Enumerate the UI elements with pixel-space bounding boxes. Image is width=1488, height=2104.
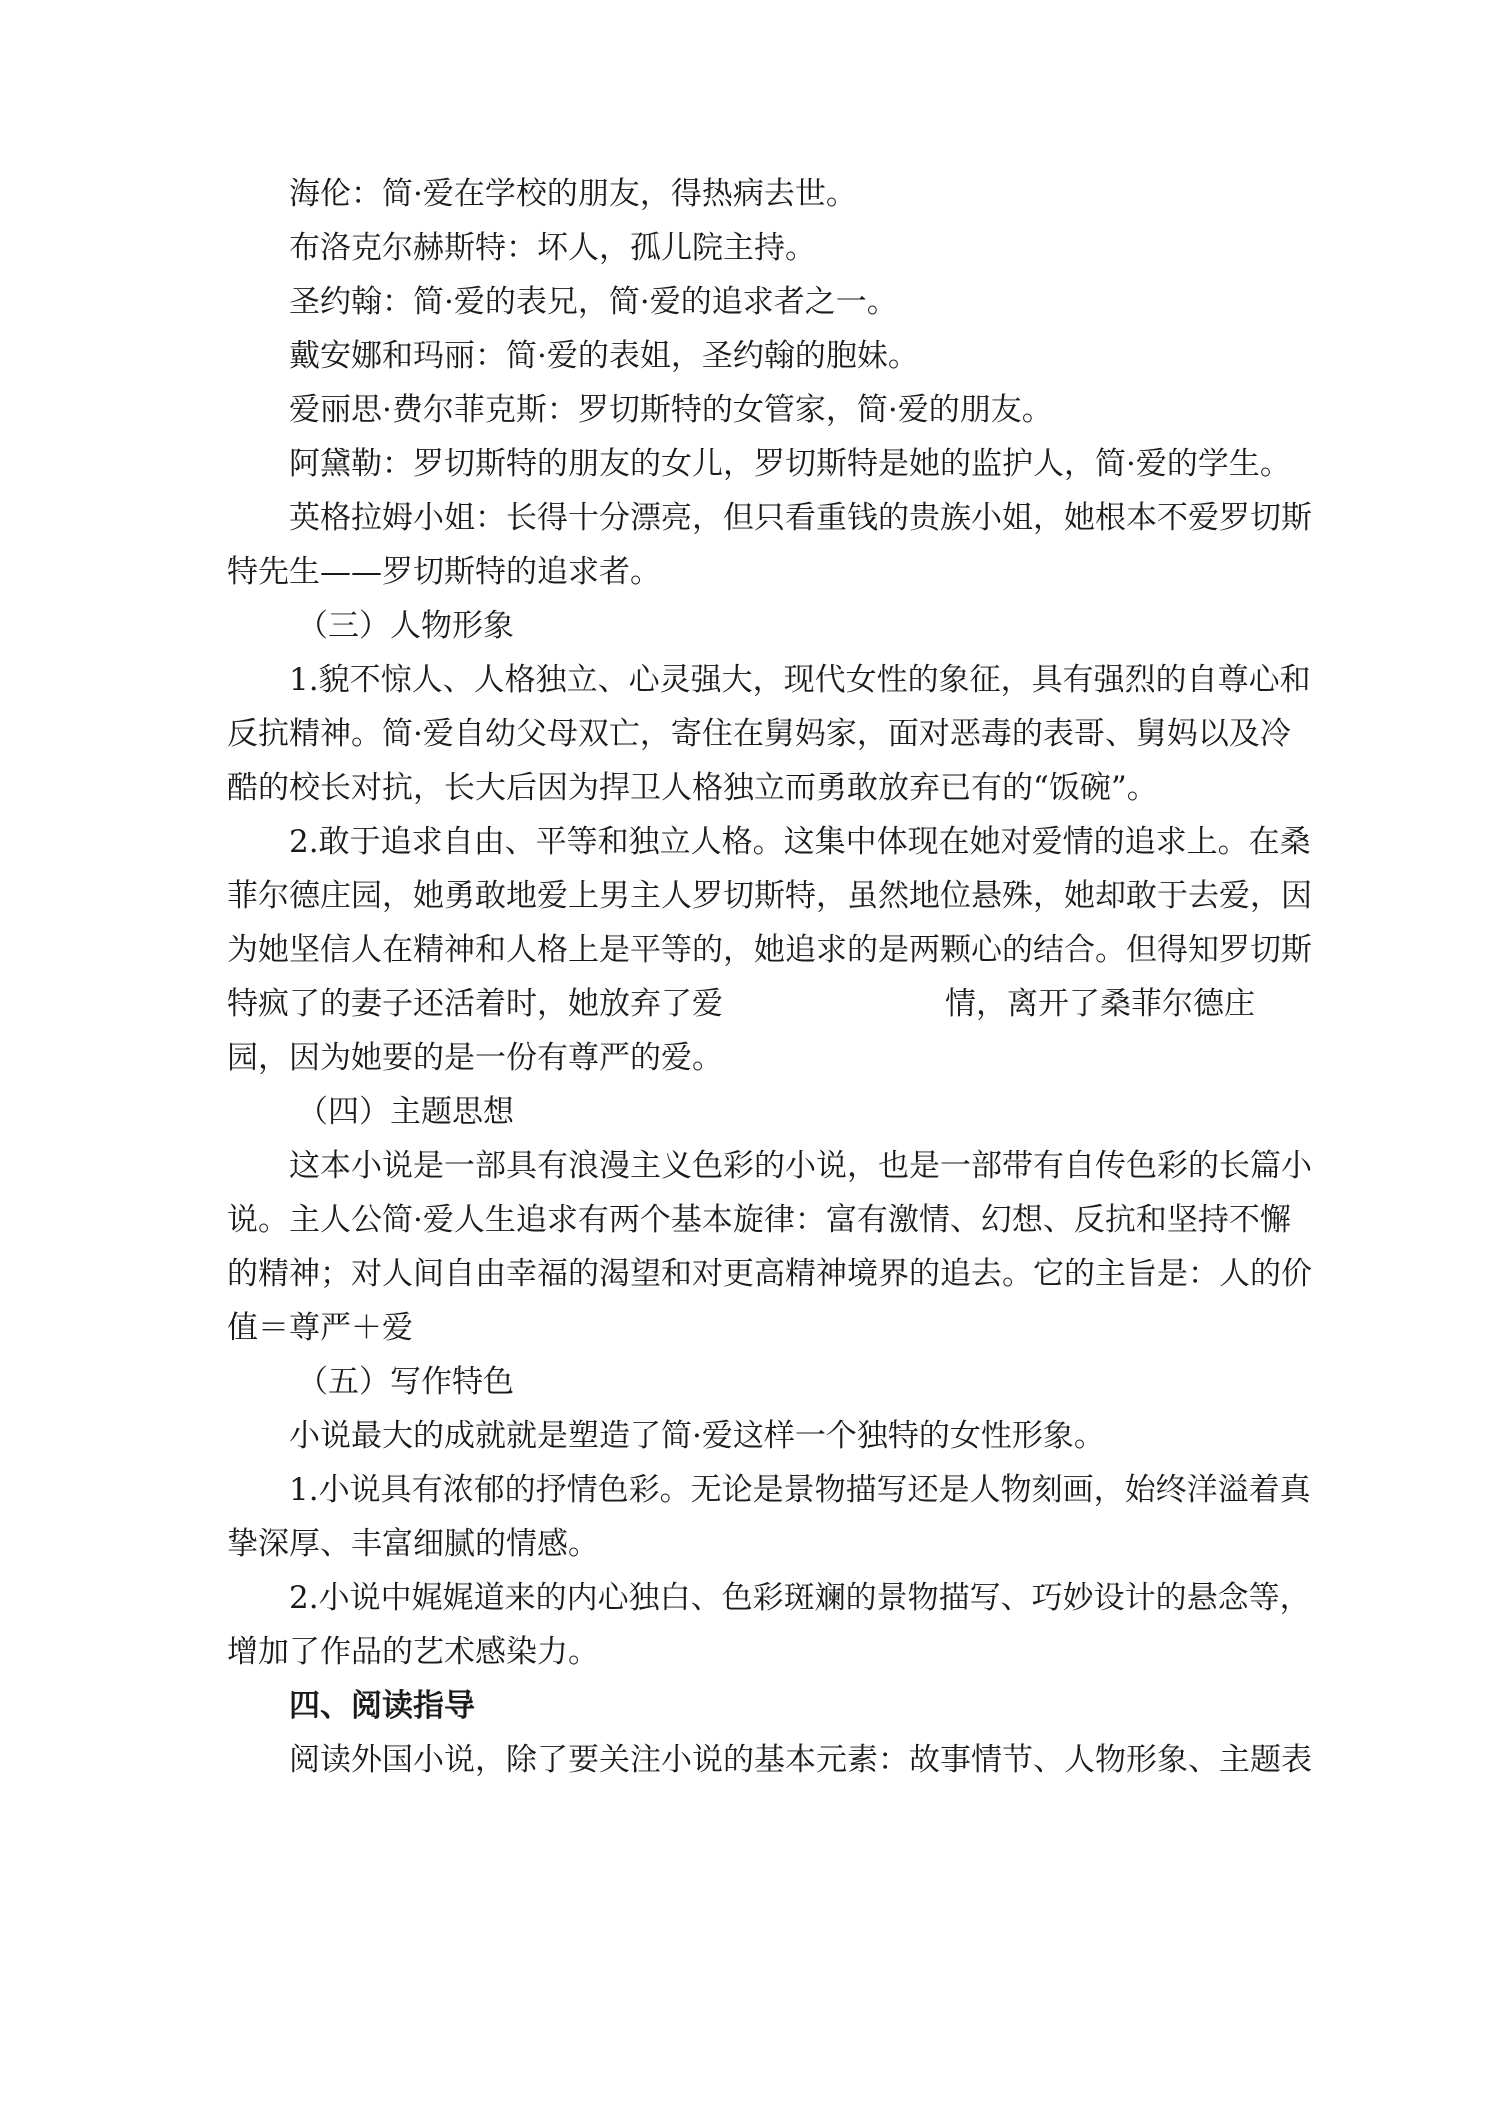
trait2-line5: 园，因为她要的是一份有尊严的爱。 <box>227 1040 723 1076</box>
theme-line3: 的精神；对人间自由幸福的渴望和对更高精神境界的追去。它的主旨是：人的价 <box>227 1256 1312 1292</box>
theme-line2: 说。主人公简·爱人生追求有两个基本旋律：富有激情、幻想、反抗和坚持不懈 <box>227 1202 1291 1238</box>
trait2-line1: 2.敢于追求自由、平等和独立人格。这集中体现在她对爱情的追求上。在桑 <box>289 824 1311 860</box>
character-ingram-line2: 特先生——罗切斯特的追求者。 <box>227 554 661 590</box>
feature2-line1: 2.小说中娓娓道来的内心独白、色彩斑斓的景物描写、巧妙设计的悬念等， <box>289 1580 1311 1616</box>
character-fairfax: 爱丽思·费尔菲克斯：罗切斯特的女管家，简·爱的朋友。 <box>289 392 1053 428</box>
writing-intro: 小说最大的成就就是塑造了简·爱这样一个独特的女性形象。 <box>289 1418 1105 1454</box>
trait2-line3: 为她坚信人在精神和人格上是平等的，她追求的是两颗心的结合。但得知罗切斯 <box>227 932 1312 968</box>
trait1-line1: 1.貌不惊人、人格独立、心灵强大，现代女性的象征，具有强烈的自尊心和 <box>289 662 1311 698</box>
section-heading-writing-features: （五）写作特色 <box>297 1364 514 1400</box>
reading-guide-line1: 阅读外国小说，除了要关注小说的基本元素：故事情节、人物形象、主题表 <box>289 1742 1312 1778</box>
character-diana-mary: 戴安娜和玛丽：简·爱的表姐，圣约翰的胞妹。 <box>289 338 919 374</box>
character-adele: 阿黛勒：罗切斯特的朋友的女儿，罗切斯特是她的监护人，简·爱的学生。 <box>289 446 1291 482</box>
part-heading-reading-guide: 四、阅读指导 <box>289 1688 475 1724</box>
theme-line4: 值＝尊严＋爱 <box>227 1310 413 1346</box>
trait2-line4-part2: 情，离开了桑菲尔德庄 <box>945 986 1255 1022</box>
character-brocklehurst: 布洛克尔赫斯特：坏人，孤儿院主持。 <box>289 230 816 266</box>
character-st-john: 圣约翰：简·爱的表兄，简·爱的追求者之一。 <box>289 284 898 320</box>
trait1-line2: 反抗精神。简·爱自幼父母双亡，寄住在舅妈家，面对恶毒的表哥、舅妈以及冷 <box>227 716 1291 752</box>
trait1-line3: 酷的校长对抗，长大后因为捍卫人格独立而勇敢放弃已有的“饭碗”。 <box>227 770 1158 806</box>
trait2-line2: 菲尔德庄园，她勇敢地爱上男主人罗切斯特，虽然地位悬殊，她却敢于去爱，因 <box>227 878 1312 914</box>
trait2-line4-part1: 特疯了的妻子还活着时，她放弃了爱 <box>227 986 723 1022</box>
feature1-line2: 挚深厚、丰富细腻的情感。 <box>227 1526 599 1562</box>
section-heading-character-image: （三）人物形象 <box>297 608 514 644</box>
feature2-line2: 增加了作品的艺术感染力。 <box>227 1634 599 1670</box>
section-heading-theme: （四）主题思想 <box>297 1094 514 1130</box>
character-ingram-line1: 英格拉姆小姐：长得十分漂亮，但只看重钱的贵族小姐，她根本不爱罗切斯 <box>289 500 1312 536</box>
character-helen: 海伦：简·爱在学校的朋友，得热病去世。 <box>289 176 857 212</box>
theme-line1: 这本小说是一部具有浪漫主义色彩的小说，也是一部带有自传色彩的长篇小 <box>289 1148 1312 1184</box>
trait2-line4 <box>227 980 1259 1029</box>
feature1-line1: 1.小说具有浓郁的抒情色彩。无论是景物描写还是人物刻画，始终洋溢着真 <box>289 1472 1311 1508</box>
document-page <box>227 170 1312 1790</box>
